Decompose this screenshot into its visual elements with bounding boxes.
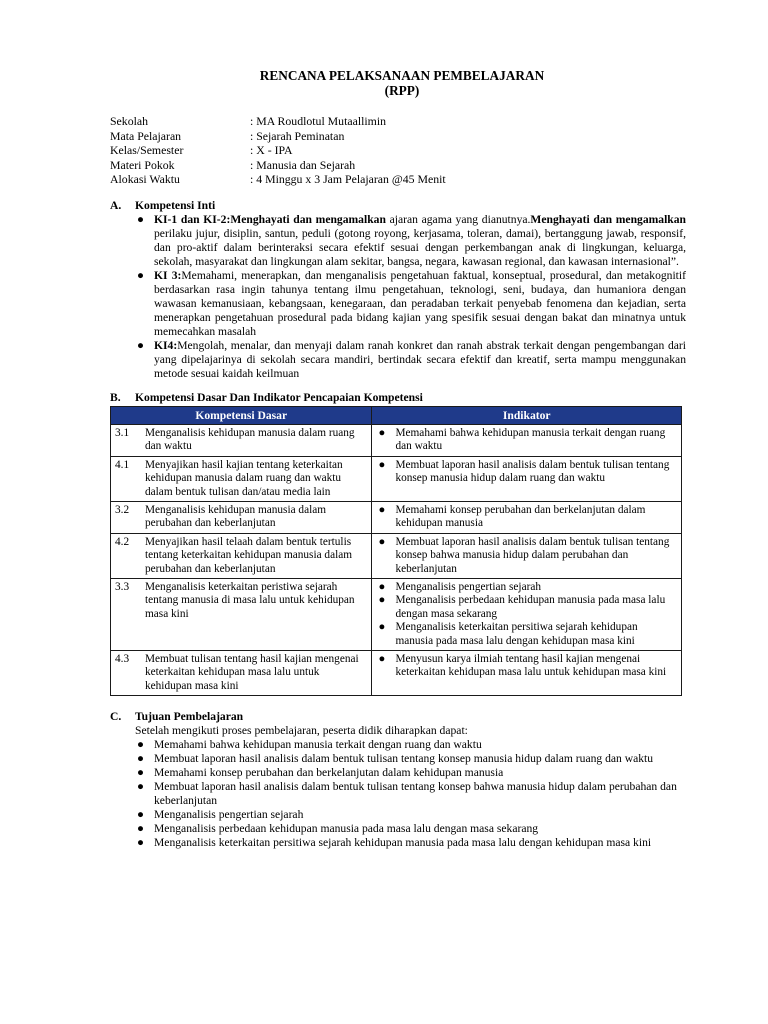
section-c-heading [110,710,686,724]
kd-text: Menyajikan hasil telaah dalam bentuk tertulis tentang keterkaitan kehidupan manusia dalam perubahan dan keberlanjutan [145,535,353,575]
ki-1-2-text-a: ajaran agama yang dianutnya. [385,212,531,226]
list-item [376,594,677,621]
table-row [111,651,682,696]
kompetensi-dasar-cell [111,651,372,696]
section-a-letter: A. [110,198,122,212]
indikator-text: Menyusun karya ilmiah tentang hasil kajian mengenai keterkaitan kehidupan masa lalu untuk kehidupan masa kini [395,653,667,679]
tujuan-text: Menganalisis keterkaitan persitiwa sejarah kehidupan manusia pada masa lalu dengan kehidupan masa kini [154,836,652,850]
list-item [135,738,686,752]
indikator-cell [372,651,682,696]
table-header-row [111,406,682,424]
indikator-list [376,653,677,680]
tujuan-list [110,738,686,850]
tujuan-text: Menganalisis perbedaan kehidupan manusia pada masa lalu dengan masa sekarang [154,822,539,836]
identity-label: Sekolah [110,114,149,128]
identity-row [110,172,446,187]
bullet-icon: ● [378,594,386,607]
tujuan-text: Membuat laporan hasil analisis dalam bentuk tulisan tentang konsep manusia hidup dalam ruang dan waktu [154,752,654,766]
ki-4-label: KI4: [154,338,178,352]
indikator-list [376,427,677,454]
title-line-2: (RPP) [384,83,420,98]
bullet-icon: ● [378,580,386,593]
tujuan-text: Menganalisis pengertian sejarah [154,808,304,822]
bullet-icon: ● [137,738,145,752]
bullet-icon: ● [137,268,145,282]
section-b-letter: B. [110,390,121,404]
ki-1-2-bold-b: Menghayati dan mengamalkan [530,212,686,226]
list-item [376,504,677,531]
ki-3-item [135,269,686,339]
indikator-text: Menganalisis pengertian sejarah [395,580,542,593]
identity-value: : X - IPA [250,143,293,157]
bullet-icon: ● [378,653,386,665]
bullet-icon: ● [378,503,386,516]
tujuan-intro: Setelah mengikuti proses pembelajaran, peserta didik diharapkan dapat: [135,724,468,738]
table-row [111,533,682,578]
bullet-icon: ● [137,752,145,766]
list-item [135,822,686,836]
ki-4-text: Mengolah, menalar, dan menyaji dalam ranah konkret dan ranah abstrak terkait dengan pengembangan dari yang dipelajarinya di sekolah secara mandiri, bertindak secara efektif dan kreatif, serta mampu menggunakan metode sesuai kaidah keilmuan [154,338,686,380]
kd-number: 3.1 [115,426,130,439]
bullet-icon: ● [137,338,145,352]
indikator-text: Memahami bahwa kehidupan manusia terkait dengan ruang dan waktu [395,426,666,453]
kompetensi-dasar-cell [111,424,372,456]
indikator-cell [372,424,682,456]
section-a-heading [110,199,686,213]
bullet-icon: ● [137,766,145,780]
list-item [135,752,686,766]
table-row [111,578,682,650]
table-row [111,424,682,456]
document-title [118,68,686,98]
indikator-cell [372,533,682,578]
table-row [111,501,682,533]
kd-number: 4.3 [115,653,130,665]
kd-number: 3.2 [115,503,130,516]
indikator-cell [372,456,682,501]
section-b-title: Kompetensi Dasar Dan Indikator Pencapaian Kompetensi [135,390,423,404]
kd-text: Menganalisis kehidupan manusia dalam perubahan dan keberlanjutan [145,503,327,530]
section-b-heading [110,391,686,405]
bullet-icon: ● [137,836,145,850]
kd-number: 4.1 [115,458,130,471]
identity-value: : Sejarah Peminatan [250,128,345,143]
ki-4-item [135,339,686,381]
indikator-list [376,536,677,576]
ki-3-label: KI 3: [154,268,182,282]
identity-label: Alokasi Waktu [110,172,180,186]
identity-label: Kelas/Semester [110,143,184,157]
kd-number: 4.2 [115,535,130,548]
column-header-indikator: Indikator [372,406,682,424]
bullet-icon: ● [137,212,145,226]
identity-row [110,114,446,129]
ki-1-2-label: KI-1 dan KI-2:Menghayati dan mengamalkan [154,212,386,226]
list-item [376,653,677,680]
indikator-text: Menganalisis keterkaitan persitiwa sejarah kehidupan manusia pada masa lalu dengan kehidupan masa kini [395,621,638,647]
kd-text: Menganalisis kehidupan manusia dalam ruang dan waktu [145,426,355,453]
identity-row [110,129,446,144]
bullet-icon: ● [137,808,145,822]
indikator-list [376,459,677,486]
identity-value: : MA Roudlotul Mutaallimin [250,114,386,128]
list-item [376,427,677,454]
identity-label: Mata Pelajaran [110,128,182,143]
indikator-text: Membuat laporan hasil analisis dalam bentuk tulisan tentang konsep bahwa manusia hidup dalam perubahan dan keberlanjutan [395,535,670,575]
tujuan-text: Membuat laporan hasil analisis dalam bentuk tulisan tentang konsep bahwa manusia hidup dalam perubahan dan keberlanjutan [154,780,677,808]
tujuan-text: Memahami bahwa kehidupan manusia terkait dengan ruang dan waktu [154,738,482,752]
bullet-icon: ● [378,426,386,439]
list-item [376,459,677,486]
kompetensi-dasar-cell [111,533,372,578]
list-item [135,766,686,780]
kompetensi-dasar-cell [111,578,372,650]
indikator-text: Membuat laporan hasil analisis dalam bentuk tulisan tentang konsep manusia hidup dalam ruang dan waktu [395,458,670,485]
kompetensi-dasar-table [110,406,682,697]
identity-table [110,114,446,187]
kompetensi-dasar-cell [111,456,372,501]
kd-text: Menganalisis keterkaitan peristiwa sejarah tentang manusia di masa lalu untuk kehidupan masa kini [145,580,355,620]
indikator-cell [372,501,682,533]
list-item [376,536,677,576]
kompetensi-dasar-cell [111,501,372,533]
identity-label: Materi Pokok [110,157,175,172]
indikator-text: Menganalisis perbedaan kehidupan manusia pada masa lalu dengan masa sekarang [395,594,666,620]
identity-value: : 4 Minggu x 3 Jam Pelajaran @45 Menit [250,172,446,186]
section-c [110,710,686,850]
ki-1-2-item [135,213,686,269]
bullet-icon: ● [378,458,386,471]
ki-1-2-text-b: perilaku jujur, disiplin, santun, peduli (gotong royong, kerjasama, toleran, damai), bertanggung jawab, responsif, dan pro-aktif dalam berinteraksi secara efektif sesuai dengan perkembangan anak di lingkungan, keluarga, sekolah, masyarakat dan lingkungan alam sekitar, bangsa, negara, kawasan regional, dan kawasan internasional”. [154,226,686,268]
kompetensi-inti-list [110,213,686,381]
identity-row [110,143,446,158]
identity-row [110,158,446,173]
list-item [135,780,686,808]
indikator-cell [372,578,682,650]
indikator-list [376,504,677,531]
list-item [376,621,677,648]
column-header-kompetensi-dasar: Kompetensi Dasar [111,406,372,424]
tujuan-text: Memahami konsep perubahan dan berkelanjutan dalam kehidupan manusia [154,766,504,780]
kd-text: Membuat tulisan tentang hasil kajian mengenai keterkaitan kehidupan masa lalu untuk kehidupan masa kini [145,653,359,692]
bullet-icon: ● [137,780,145,794]
title-line-1: RENCANA PELAKSANAAN PEMBELAJARAN [259,68,545,83]
table-row [111,456,682,501]
indikator-text: Memahami konsep perubahan dan berkelanjutan dalam kehidupan manusia [395,503,646,530]
section-c-letter: C. [110,710,122,724]
bullet-icon: ● [137,822,145,836]
ki-3-text: Memahami, menerapkan, dan menganalisis pengetahuan faktual, konseptual, prosedural, dan metakognitif berdasarkan rasa ingin tahunya tentang ilmu pengetahuan, teknologi, seni, budaya, dan humaniora dengan wawasan kemanusiaan, kebangsaan, kenegaraan, dan peradaban terkait penyebab fenomena dan kejadian, serta menerapkan pengetahuan prosedural pada bidang kajian yang spesifik sesuai dengan bakat dan minatnya untuk memecahkan masalah [154,268,686,338]
list-item [135,836,686,850]
section-c-title: Tujuan Pembelajaran [135,710,244,724]
kd-text: Menyajikan hasil kajian tentang keterkaitan kehidupan manusia dalam ruang dan waktu dalam bentuk tulisan dan/atau media lain [145,458,343,498]
section-a-title: Kompetensi Inti [135,198,216,212]
bullet-icon: ● [378,535,386,548]
identity-value: : Manusia dan Sejarah [250,157,356,172]
list-item [376,581,677,594]
indikator-list [376,581,677,648]
kd-number: 3.3 [115,580,130,593]
list-item [135,808,686,822]
bullet-icon: ● [378,621,386,634]
